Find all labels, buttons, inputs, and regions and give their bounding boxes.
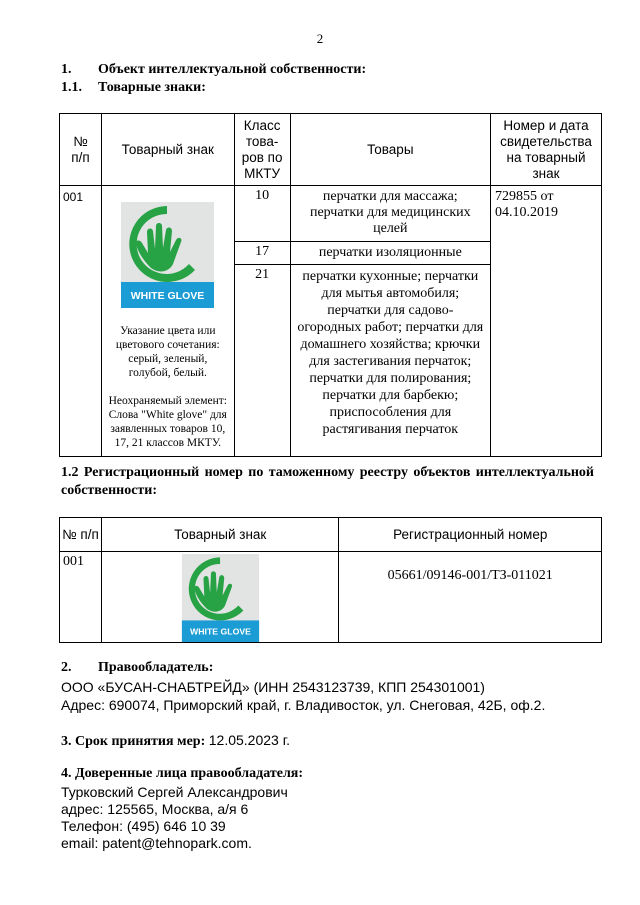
class-10: 10: [234, 186, 290, 242]
unprotected-note: Неохраняемый элемент: Слова "White glove" для заявленных товаров 10, 17, 21 классов МКТУ.: [108, 395, 227, 449]
header-num: № п/п: [60, 114, 102, 186]
class-21: 21: [234, 265, 290, 457]
section-2-title: Правообладатель:: [98, 660, 214, 675]
row-num: 001: [60, 552, 102, 643]
customs-table-header: [60, 518, 602, 552]
cert-number: 729855 от 04.10.2019: [491, 186, 602, 457]
header-mark: Товарный знак: [101, 114, 234, 186]
section-1-1-title: Товарные знаки:: [98, 80, 206, 95]
table-row: [60, 552, 602, 643]
header-class: Класс това-ров по МКТУ: [234, 114, 290, 186]
page-number: 2: [316, 31, 324, 46]
section-4-heading: 4. Доверенные лица правообладателя:: [61, 766, 304, 781]
trustee-email: email: patent@tehnopark.com.: [61, 835, 252, 851]
rightholder-address: Адрес: 690074, Приморский край, г. Владивосток, ул. Снеговая, 42Б, оф.2.: [61, 697, 546, 713]
header-num: № п/п: [60, 518, 102, 552]
mark-cell: [101, 186, 234, 457]
section-2-number: 2.: [61, 660, 72, 675]
header-cert: Номер и дата свидетельства на товарный знак: [491, 114, 602, 186]
section-3-value: 12.05.2023 г.: [208, 732, 290, 748]
goods-10: перчатки для массажа; перчатки для медицинских целей: [290, 186, 490, 242]
trustee-address: адрес: 125565, Москва, а/я 6: [61, 801, 249, 817]
section-1-title: Объект интеллектуальной собственности:: [98, 62, 367, 77]
goods-17: перчатки изоляционные: [290, 242, 490, 265]
color-note: Указание цвета или цветового сочетания: серый, зеленый, голубой, белый.: [115, 325, 220, 379]
section-1-1-number: 1.1.: [61, 80, 82, 95]
section-2-heading: [61, 660, 213, 676]
trustee-name: Турковский Сергей Александрович: [61, 784, 288, 800]
white-glove-logo: [181, 554, 260, 642]
section-1-1-heading: [61, 80, 206, 96]
section-1-heading: [61, 62, 366, 78]
header-reg: Регистрационный номер: [339, 518, 602, 552]
row-num: 001: [60, 186, 102, 457]
goods-21: перчатки кухонные; перчатки для мытья автомобиля; перчатки для садово-огородных работ; перчатки для домашнего хозяйства; крючки для застегивания перчаток; перчатки для полирования; перчатки для барбекю; приспособления для растягивания перчаток: [290, 265, 490, 457]
trademarks-table: [59, 113, 602, 457]
customs-registry-table: [59, 517, 602, 643]
section-3: [61, 731, 290, 751]
white-glove-logo: [121, 202, 214, 308]
section-1-number: 1.: [61, 62, 72, 77]
table-row: [60, 186, 602, 242]
header-goods: Товары: [290, 114, 490, 186]
trademarks-table-header: [60, 114, 602, 186]
logo-text: WHITE GLOVE: [131, 290, 205, 302]
class-17: 17: [234, 242, 290, 265]
reg-number: 05661/09146-001/ТЗ-011021: [339, 552, 602, 643]
section-3-label: 3. Срок принятия мер:: [61, 734, 206, 749]
rightholder-line-1: ООО «БУСАН-СНАБТРЕЙД» (ИНН 2543123739, КПП 254301001): [61, 679, 485, 695]
section-1-2-heading: 1.2 Регистрационный номер по таможенному реестру объектов интеллектуальной собственности:: [61, 465, 594, 498]
header-mark: Товарный знак: [101, 518, 339, 552]
mark-cell: [101, 552, 339, 643]
logo-text: WHITE GLOVE: [189, 626, 251, 637]
trustee-phone: Телефон: (495) 646 10 39: [61, 818, 226, 834]
